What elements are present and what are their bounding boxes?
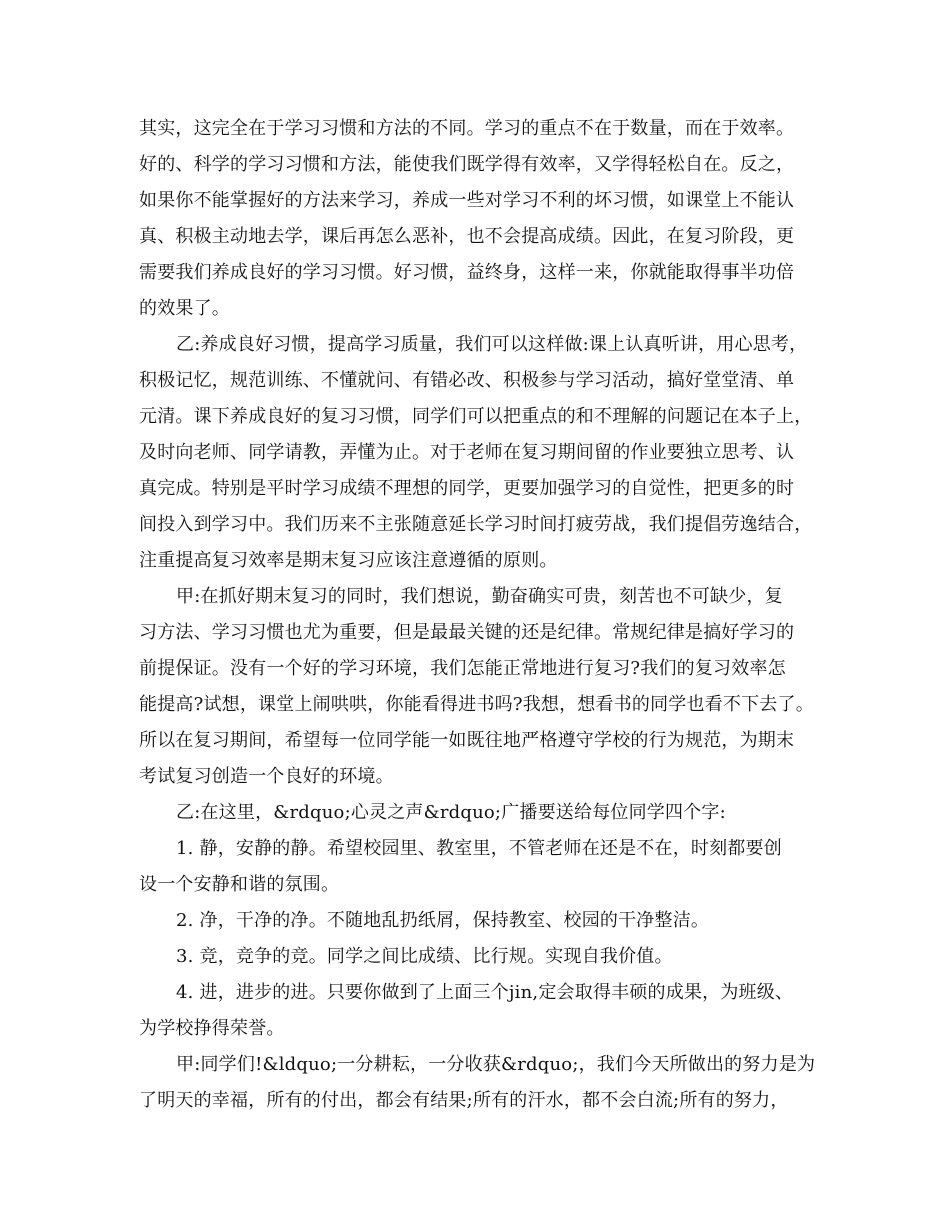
text-line: 设一个安静和谐的氛围。 bbox=[139, 874, 340, 895]
text-line: 前提保证。没有一个好的学习环境，我们怎能正常地进行复习?我们的复习效率怎 bbox=[139, 658, 786, 679]
text-line: 乙:在这里，&rdquo;心灵之声&rdquo;广播要送给每位同学四个字: bbox=[176, 802, 726, 823]
text-line: 为学校挣得荣誉。 bbox=[139, 1018, 285, 1039]
text-line: 考试复习创造一个良好的环境。 bbox=[139, 766, 394, 787]
text-line: 如果你不能掌握好的方法来学习，养成一些对学习不利的坏习惯，如课堂上不能认 bbox=[139, 190, 795, 211]
list-item: 1. 静，安静的静。希望校园里、教室里，不管老师在还是不在，时刻都要创 bbox=[176, 838, 782, 859]
list-item: 3. 竞，竞争的竞。同学之间比成绩、比行规。实现自我价值。 bbox=[176, 946, 673, 967]
text-line: 积极记忆，规范训练、不懂就问、有错必改、积极参与学习活动，搞好堂堂清、单 bbox=[139, 370, 795, 391]
list-item: 2. 净，干净的净。不随地乱扔纸屑，保持教室、校园的干净整洁。 bbox=[176, 910, 710, 931]
text-line: 元清。课下养成良好的复习习惯，同学们可以把重点的和不理解的问题记在本子上， bbox=[139, 406, 813, 427]
text-line: 真完成。特别是平时学习成绩不理想的同学，更要加强学习的自觉性，把更多的时 bbox=[139, 478, 795, 499]
text-line: 及时向老师、同学请教，弄懂为止。对于老师在复习期间留的作业要独立思考、认 bbox=[139, 442, 795, 463]
list-item: 4. 进，进步的进。只要你做到了上面三个jin,定会取得丰硕的成果，为班级、 bbox=[176, 982, 794, 1003]
text-line: 甲:同学们!&ldquo;一分耕耘，一分收获&rdquo;，我们今天所做出的努力是为 bbox=[176, 1054, 816, 1075]
text-line: 需要我们养成良好的学习习惯。好习惯，益终身，这样一来，你就能取得事半功倍 bbox=[139, 262, 795, 283]
text-line: 好的、科学的学习习惯和方法，能使我们既学得有效率，又学得轻松自在。反之， bbox=[139, 154, 795, 175]
text-line: 其实，这完全在于学习习惯和方法的不同。学习的重点不在于数量，而在于效率。 bbox=[139, 118, 795, 139]
text-line: 甲:在抓好期末复习的同时，我们想说，勤奋确实可贵，刻苦也不可缺少，复 bbox=[176, 586, 783, 607]
text-line: 了明天的幸福，所有的付出，都会有结果;所有的汗水，都不会白流;所有的努力， bbox=[139, 1090, 789, 1111]
text-line: 间投入到学习中。我们历来不主张随意延长学习时间打疲劳战，我们提倡劳逸结合， bbox=[139, 514, 813, 535]
text-line: 真、积极主动地去学，课后再怎么恶补，也不会提高成绩。因此，在复习阶段，更 bbox=[139, 226, 795, 247]
text-line: 注重提高复习效率是期末复习应该注意遵循的原则。 bbox=[139, 550, 558, 571]
text-line: 能提高?试想，课堂上闹哄哄，你能看得进书吗?我想，想看书的同学也看不下去了。 bbox=[139, 694, 814, 715]
text-line: 所以在复习期间，希望每一位同学能一如既往地严格遵守学校的行为规范，为期末 bbox=[139, 730, 795, 751]
text-line: 乙:养成良好习惯，提高学习质量，我们可以这样做:课上认真听讲，用心思考， bbox=[176, 334, 808, 355]
text-line: 的效果了。 bbox=[139, 298, 230, 319]
text-line: 习方法、学习习惯也尤为重要，但是最最关键的还是纪律。常规纪律是搞好学习的 bbox=[139, 622, 795, 643]
